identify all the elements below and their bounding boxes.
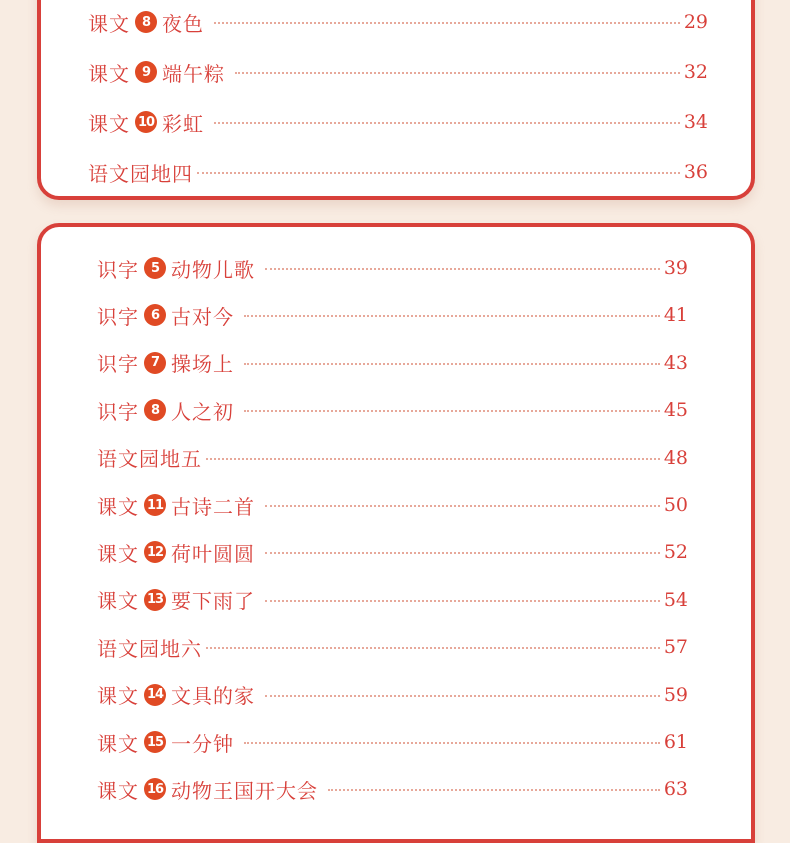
lesson-number-badge: 6	[144, 304, 166, 326]
page-number: 36	[683, 161, 708, 183]
entry-title: 人之初	[171, 399, 234, 424]
entry-prefix: 识字	[97, 257, 139, 282]
page-number: 50	[663, 494, 688, 516]
page-number: 41	[663, 304, 688, 327]
toc-entry[interactable]	[97, 729, 688, 755]
entry-title: 动物儿歌	[171, 257, 255, 282]
entry-title: 操场上	[171, 352, 234, 377]
entry-prefix: 课文	[88, 111, 130, 136]
entry-title: 一分钟	[171, 731, 234, 756]
toc-entry[interactable]	[88, 9, 708, 35]
lesson-number-badge: 16	[144, 778, 166, 800]
page-number: 52	[663, 541, 688, 564]
toc-entry[interactable]	[88, 59, 708, 85]
page-number: 59	[663, 683, 688, 706]
entry-prefix: 课文	[88, 61, 130, 86]
entry-title: 彩虹	[162, 111, 204, 136]
dot-leader	[265, 600, 660, 602]
entry-title: 动物王国开大会	[171, 778, 318, 803]
toc-entry[interactable]	[97, 492, 688, 518]
entry-prefix: 语文园地六	[97, 636, 202, 661]
lesson-number-badge: 7	[144, 352, 166, 374]
entry-prefix: 识字	[97, 399, 139, 424]
lesson-number-badge: 9	[135, 61, 157, 83]
dot-leader	[244, 363, 660, 365]
entry-prefix: 课文	[97, 541, 139, 566]
entry-prefix: 语文园地五	[97, 447, 202, 472]
toc-entry[interactable]	[88, 109, 708, 135]
toc-entry[interactable]	[97, 397, 688, 423]
entry-title: 荷叶圆圆	[171, 541, 255, 566]
toc-entry[interactable]	[97, 587, 688, 613]
entry-prefix: 语文园地四	[88, 161, 193, 186]
page-number: 45	[663, 399, 688, 422]
entry-title: 端午粽	[162, 61, 225, 86]
lesson-number-badge: 13	[144, 589, 166, 611]
page-number: 57	[663, 636, 688, 659]
dot-leader	[265, 268, 660, 270]
entry-title: 夜色	[162, 11, 204, 36]
toc-entry[interactable]	[97, 255, 688, 281]
page-number: 34	[683, 111, 708, 133]
dot-leader	[197, 172, 680, 174]
dot-leader	[206, 458, 660, 460]
entry-prefix: 课文	[97, 778, 139, 803]
toc-entry[interactable]	[97, 350, 688, 376]
entry-prefix: 课文	[88, 11, 130, 36]
entry-prefix: 识字	[97, 352, 139, 377]
page-number: 61	[663, 731, 688, 753]
page-number: 32	[683, 61, 708, 83]
page-number: 63	[663, 778, 688, 801]
dot-leader	[328, 789, 660, 791]
dot-leader	[244, 315, 660, 317]
toc-entry[interactable]	[97, 776, 688, 802]
dot-leader	[214, 22, 680, 24]
page-number: 48	[663, 446, 688, 469]
toc-entry[interactable]	[97, 302, 688, 328]
toc-entry[interactable]	[88, 159, 708, 185]
entry-title: 古对今	[171, 304, 234, 329]
toc-entry[interactable]	[97, 634, 688, 660]
dot-leader	[265, 552, 660, 554]
dot-leader	[235, 72, 680, 74]
entry-prefix: 课文	[97, 589, 139, 614]
lesson-number-badge: 12	[144, 541, 166, 563]
toc-entry[interactable]	[97, 539, 688, 565]
page-number: 39	[663, 257, 688, 279]
lesson-number-badge: 14	[144, 684, 166, 706]
dot-leader	[206, 647, 660, 649]
entry-prefix: 课文	[97, 731, 139, 756]
lesson-number-badge: 8	[135, 11, 157, 33]
entry-title: 文具的家	[171, 684, 255, 709]
page-number: 54	[663, 588, 688, 611]
toc-entry[interactable]	[97, 682, 688, 708]
entry-title: 要下雨了	[171, 589, 255, 614]
dot-leader	[244, 410, 660, 412]
entry-prefix: 课文	[97, 494, 139, 519]
lesson-number-badge: 5	[144, 257, 166, 279]
dot-leader	[214, 122, 680, 124]
page-number: 43	[663, 351, 688, 374]
lesson-number-badge: 11	[144, 494, 166, 516]
lesson-number-badge: 10	[135, 111, 157, 133]
lesson-number-badge: 15	[144, 731, 166, 753]
entry-title: 古诗二首	[171, 494, 255, 519]
toc-entry[interactable]	[97, 445, 688, 471]
dot-leader	[265, 695, 660, 697]
entry-prefix: 课文	[97, 684, 139, 709]
entry-prefix: 识字	[97, 304, 139, 329]
dot-leader	[244, 742, 660, 744]
lesson-number-badge: 8	[144, 399, 166, 421]
page-number: 29	[683, 11, 708, 33]
dot-leader	[265, 505, 660, 507]
